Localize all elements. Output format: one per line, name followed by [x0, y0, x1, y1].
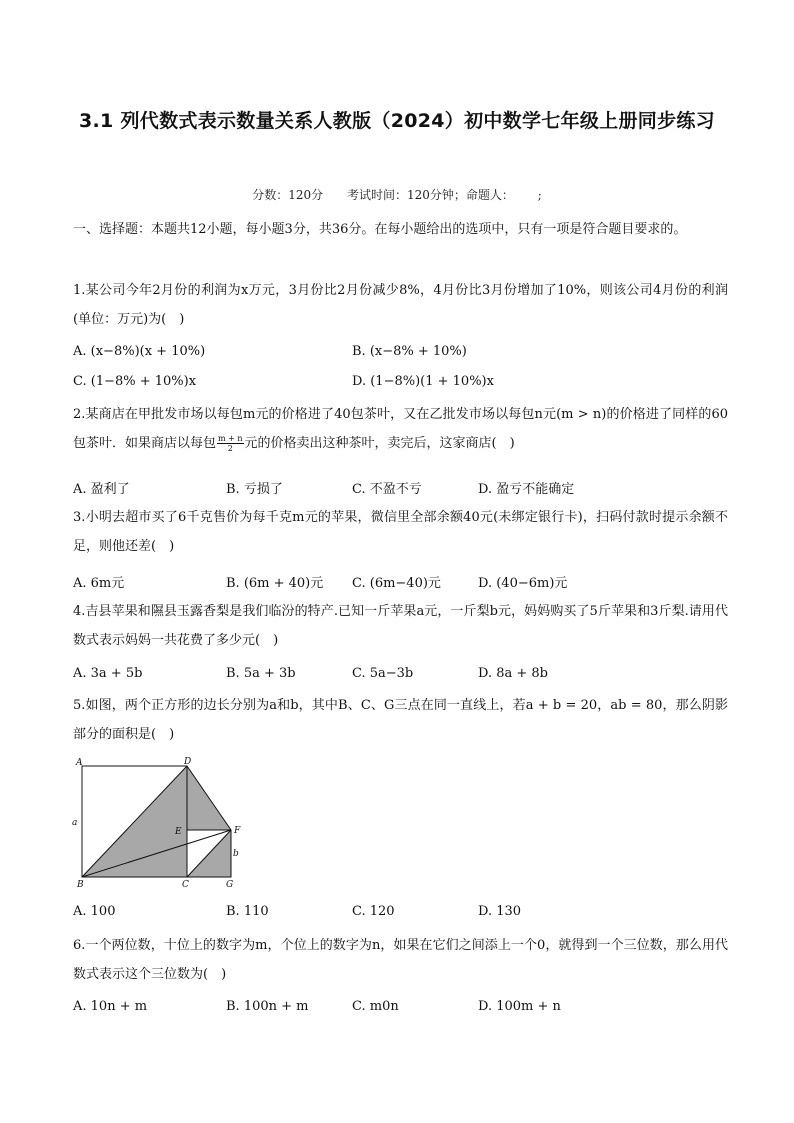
section-heading: 一、选择题：本题共12小题，每小题3分，共36分。在每小题给出的选项中，只有一项是符合题目要求的。 [73, 222, 687, 237]
q4-option-c[interactable]: C. 5a−3b [352, 666, 414, 681]
q2-fraction-denominator: 2 [227, 444, 233, 453]
q5-option-a[interactable]: A. 100 [73, 904, 116, 919]
q2-option-b[interactable]: B. 亏损了 [226, 482, 283, 497]
q4-option-a[interactable]: A. 3a + 5b [73, 666, 143, 681]
q2-text-a: 2.某商店在甲批发市场以每包m元的价格进了40包茶叶，又在乙批发市场以每包n元(m > n)的价格进了同样的60包茶叶．如果商店以每包 [73, 407, 728, 451]
label-a-side: a [72, 818, 78, 828]
meta-tail: ; [537, 188, 542, 202]
time-author-label: 考试时间：120分钟；命题人： [346, 188, 514, 202]
q1-option-c[interactable]: C. (1−8% + 10%)x [73, 374, 197, 389]
q6-option-c[interactable]: C. m0n [352, 999, 399, 1014]
label-b-side: b [233, 849, 239, 859]
exam-meta [0, 186, 794, 203]
q3-option-a[interactable]: A. 6m元 [73, 576, 125, 591]
question-6: 6.一个两位数，十位上的数字为m，个位上的数字为n，如果在它们之间添上一个0，就得到一个三位数，那么用代数式表示这个三位数为( ) [73, 938, 728, 982]
q3-option-d[interactable]: D. (40−6m)元 [478, 576, 568, 591]
q4-option-b[interactable]: B. 5a + 3b [226, 666, 296, 681]
q1-option-a[interactable]: A. (x−8%)(x + 10%) [73, 344, 206, 359]
q5-option-c[interactable]: C. 120 [352, 904, 395, 919]
label-d-point: D [184, 757, 192, 767]
q2-option-c[interactable]: C. 不盈不亏 [352, 482, 422, 497]
label-b-point: B [77, 880, 84, 890]
label-g-point: G [226, 880, 234, 890]
question-3: 3.小明去超市买了6千克售价为每千克m元的苹果，微信里全部余额40元(未绑定银行卡)，扫码付款时提示余额不足，则他还差( ) [73, 510, 728, 554]
label-e-point: E [175, 827, 182, 837]
q2-fraction [217, 434, 244, 453]
question-1: 1.某公司今年2月份的利润为x万元，3月份比2月份减少8%，4月份比3月份增加了10%，则该公司4月份的利润(单位：万元)为( ) [73, 283, 728, 327]
q3-option-c[interactable]: C. (6m−40)元 [352, 576, 441, 591]
q5-figure [70, 754, 260, 894]
page-title: 3.1 列代数式表示数量关系人教版（2024）初中数学七年级上册同步练习 [79, 110, 715, 132]
q2-option-a[interactable]: A. 盈利了 [73, 482, 130, 497]
q2-option-d[interactable]: D. 盈亏不能确定 [478, 482, 575, 497]
q5-option-d[interactable]: D. 130 [478, 904, 522, 919]
q1-option-d[interactable]: D. (1−8%)(1 + 10%)x [352, 374, 494, 389]
q1-option-b[interactable]: B. (x−8% + 10%) [352, 344, 467, 359]
q6-option-d[interactable]: D. 100m + n [478, 999, 561, 1014]
q6-option-b[interactable]: B. 100n + m [226, 999, 309, 1014]
q3-option-b[interactable]: B. (6m + 40)元 [226, 576, 324, 591]
question-4: 4.吉县苹果和隰县玉露香梨是我们临汾的特产.已知一斤苹果a元，一斤梨b元，妈妈购买了5斤苹果和3斤梨.请用代数式表示妈妈一共花费了多少元( ) [73, 604, 728, 648]
q4-option-d[interactable]: D. 8a + 8b [478, 666, 548, 681]
score-label: 分数：120分 [252, 188, 324, 202]
q2-text-b: 元的价格卖出这种茶叶，卖完后，这家商店( ) [244, 436, 515, 451]
label-f-point: F [234, 826, 241, 836]
label-a-point: A [76, 758, 83, 768]
q6-option-a[interactable]: A. 10n + m [73, 999, 148, 1014]
q2-fraction-numerator: m + n [218, 434, 243, 443]
question-5: 5.如图，两个正方形的边长分别为a和b，其中B、C、G三点在同一直线上，若a + b = 20，ab = 80，那么阴影部分的面积是( ) [73, 698, 728, 742]
q5-option-b[interactable]: B. 110 [226, 904, 269, 919]
question-2 [73, 400, 728, 458]
label-c-point: C [182, 880, 189, 890]
